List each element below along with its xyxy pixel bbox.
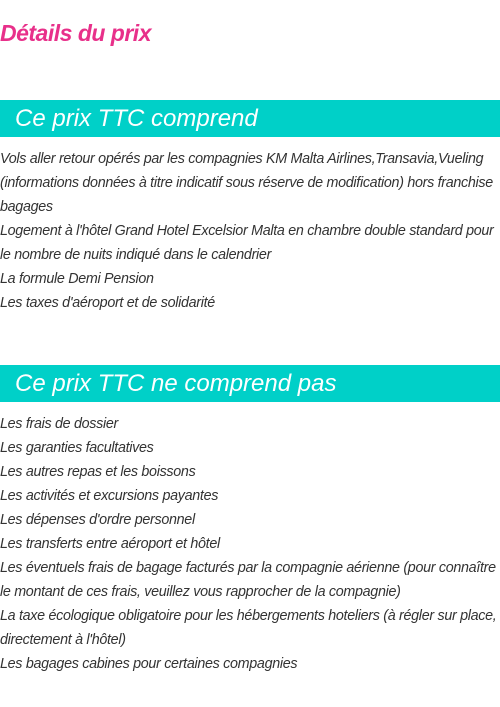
list-item: Les taxes d'aéroport et de solidarité <box>0 295 215 311</box>
included-items-list <box>0 147 500 315</box>
included-section-heading: Ce prix TTC comprend <box>0 100 500 137</box>
list-item: Les transferts entre aéroport et hôtel <box>0 536 220 552</box>
page-title: Détails du prix <box>0 20 151 46</box>
list-item: Les éventuels frais de bagage facturés par la compagnie aérienne (pour connaître le montant de ces frais, veuillez vous rapprocher de la compagnie) <box>0 560 496 600</box>
excluded-section-heading: Ce prix TTC ne comprend pas <box>0 365 500 402</box>
excluded-items-list <box>0 412 500 676</box>
list-item: Logement à l'hôtel Grand Hotel Excelsior Malta en chambre double standard pour le nombre de nuits indiqué dans le calendrier <box>0 223 494 263</box>
list-item: La formule Demi Pension <box>0 271 154 287</box>
list-item: Les dépenses d'ordre personnel <box>0 512 195 528</box>
list-item: Les garanties facultatives <box>0 440 154 456</box>
list-item: Les autres repas et les boissons <box>0 464 196 480</box>
list-item: La taxe écologique obligatoire pour les hébergements hoteliers (à régler sur place, directement à l'hôtel) <box>0 608 497 648</box>
list-item: Vols aller retour opérés par les compagnies KM Malta Airlines,Transavia,Vueling (informations données à titre indicatif sous réserve de modification) hors franchise bagages <box>0 151 493 215</box>
list-item: Les activités et excursions payantes <box>0 488 219 504</box>
list-item: Les bagages cabines pour certaines compagnies <box>0 656 298 672</box>
list-item: Les frais de dossier <box>0 416 118 432</box>
